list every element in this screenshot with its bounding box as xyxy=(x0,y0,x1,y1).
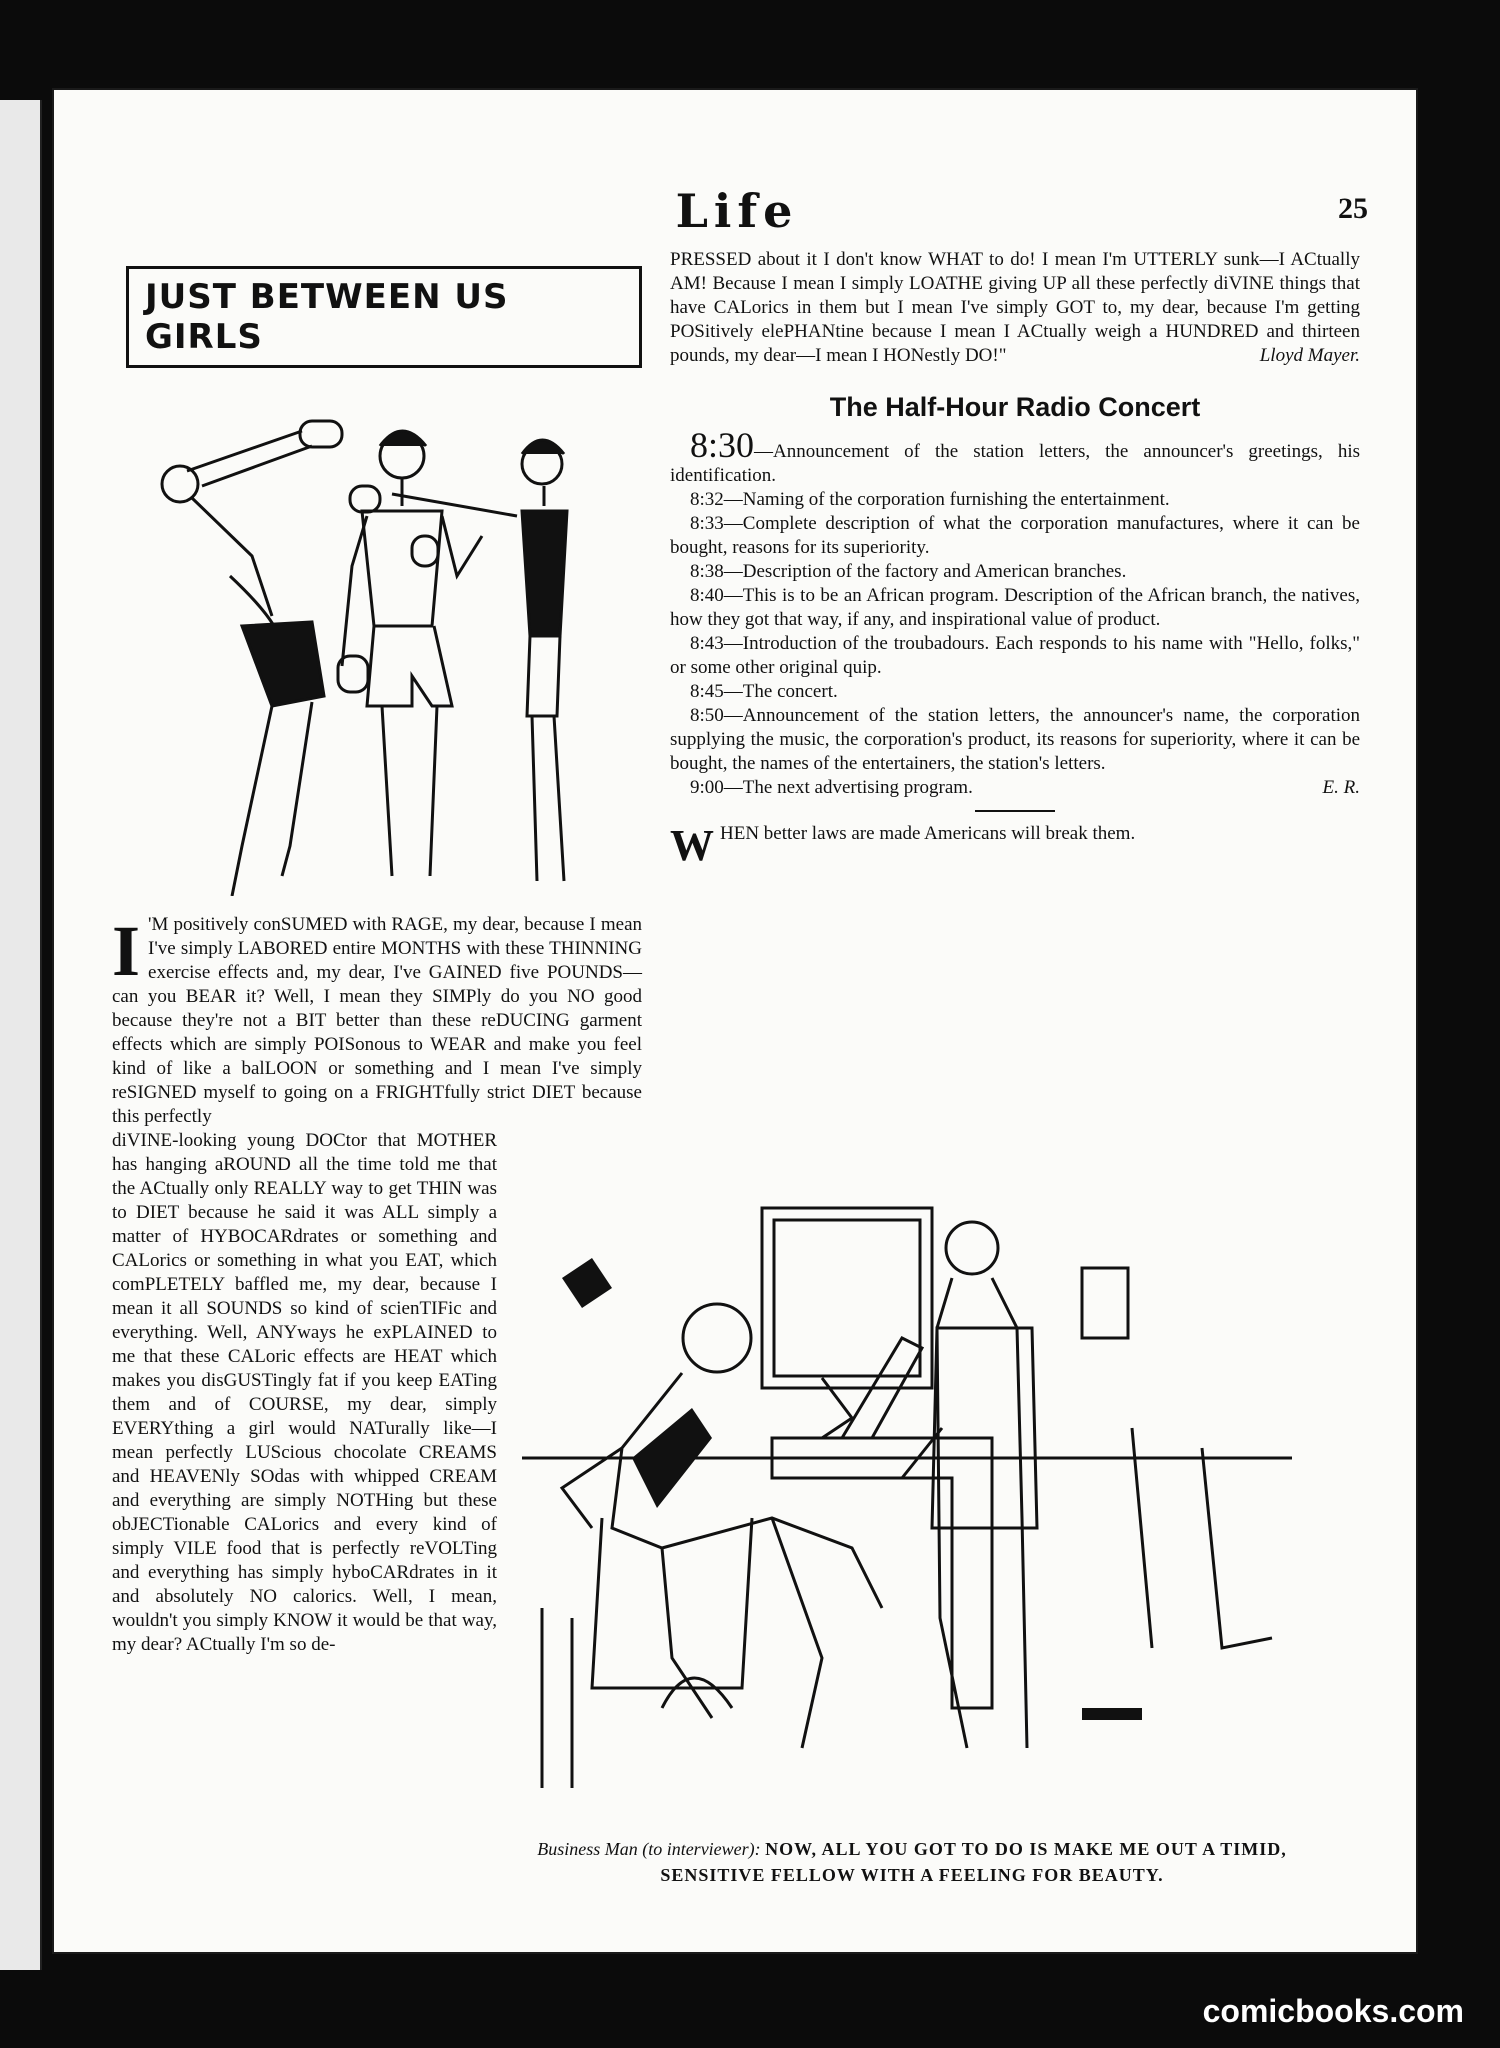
magazine-page xyxy=(52,88,1418,1954)
when-note xyxy=(670,821,1360,870)
article-paragraph-narrow: diVINE-looking young DOCtor that MOTHER has hanging aROUND all the time told me that the ACtually only REALLY way to get THIN was to DIET because he said it was ALL simply a matter of HYBOCARdrates or something and CALorics or something in what you EAT, which comPLETELY baffled me, my dear, because I mean it all SOUNDS so kind of scienTIFic and everything. Well, ANYways he exPLAINED to me that these CALoric effects are HEAT which makes you disGUSTingly fat if you keep EATing them and of COURSE, my dear, simply EVERYthing a girl would NATurally like—I mean perfectly LUScious chocolate CREAMS and HEAVENly SOdas with whipped CREAM and everything are simply NOTHing but these obJECTionable CALorics and every kind of simply VILE food that is perfectly reVOLTing and everything has simply hyboCARdrates in it and absolutely NO calorics. Well, I mean, wouldn't you simply KNOW it would be that way, my dear? ACtually I'm so de- xyxy=(112,1130,497,1655)
radio-concert-title: The Half-Hour Radio Concert xyxy=(829,392,1201,422)
schedule-entry: 8:30—Announcement of the station letters, the announcer's greetings, his identification. xyxy=(670,425,1360,486)
when-drop-cap: W xyxy=(670,821,714,870)
adjacent-page-edge xyxy=(0,100,42,1970)
schedule-entry: 8:45—The concert. xyxy=(690,681,838,702)
schedule-entry: 8:40—This is to be an African program. Description of the African branch, the natives, how they got that way, if any, and inspirational value of product. xyxy=(670,585,1360,630)
schedule-entry: 8:32—Naming of the corporation furnishing the entertainment. xyxy=(690,489,1170,510)
when-text: HEN better laws are made Americans will break them. xyxy=(720,823,1136,844)
masthead-title: Life xyxy=(675,184,799,238)
drop-cap: I xyxy=(112,911,141,991)
right-column xyxy=(670,248,1360,870)
schedule-entry: 8:50—Announcement of the station letters, the announcer's name, the corporation supplying the music, the corporation's product, its reasons for superiority, where it can be bought, the names of the entertainers, the station's letters. xyxy=(670,705,1360,774)
cartoon-caption xyxy=(527,1836,1297,1888)
radio-schedule xyxy=(670,425,1360,800)
article-paragraph-wide: 'M positively conSUMED with RAGE, my dear, because I mean I've simply LABORED entire MONTHS with these THINNING exercise effects and, my dear, I've GAINED five POUNDS—can you BEAR it? Well, I mean they SIMPly do you NO good because they're not a BIT better than these reDUCING garment effects which are simply POISonous to WEAR and make you feel kind of like a balLOON or something and I mean I've simply reSIGNED myself to going on a FRIGHTfully strict DIET because this perfectly xyxy=(112,914,642,1127)
article-continued-text: PRESSED about it I don't know WHAT to do! I mean I'm UTTERLY sunk—I ACtually AM! Because I mean I simply LOATHE giving UP all these perfectly diVINE things that have CALorics in them but I mean I've simply GOT to, my dear, because I'm getting POSitively elePHANtine because I mean I ACtually weigh a HUNDRED and thirteen pounds, my dear—I mean I HONestly DO!" xyxy=(670,249,1360,366)
caption-speaker: Business Man (to interviewer): xyxy=(537,1839,761,1859)
schedule-entry: 8:33—Complete description of what the corporation manufactures, where it can be bought, reasons for its superiority. xyxy=(670,513,1360,558)
caption-text: NOW, ALL YOU GOT TO DO IS MAKE ME OUT A TIMID, SENSITIVE FELLOW WITH A FEELING FOR BEAUTY. xyxy=(660,1839,1287,1885)
schedule-entry: 8:38—Description of the factory and American branches. xyxy=(690,561,1127,582)
schedule-entry: 9:00—The next advertising program. E. R. xyxy=(690,777,1360,798)
article-heading: JUST BETWEEN US GIRLS xyxy=(126,266,642,368)
site-watermark: comicbooks.com xyxy=(1202,1993,1464,2029)
office-cartoon-illustration xyxy=(522,1188,1292,1828)
schedule-entry: 8:43—Introduction of the troubadours. Each responds to his name with "Hello, folks," or some other original quip. xyxy=(670,633,1360,678)
article-continuation xyxy=(670,248,1360,368)
three-women-exercising-illustration xyxy=(112,376,632,896)
section-divider xyxy=(975,810,1055,812)
author-signature: Lloyd Mayer. xyxy=(1259,345,1360,366)
schedule-initials: E. R. xyxy=(1322,777,1360,798)
page-number: 25 xyxy=(1338,192,1368,225)
